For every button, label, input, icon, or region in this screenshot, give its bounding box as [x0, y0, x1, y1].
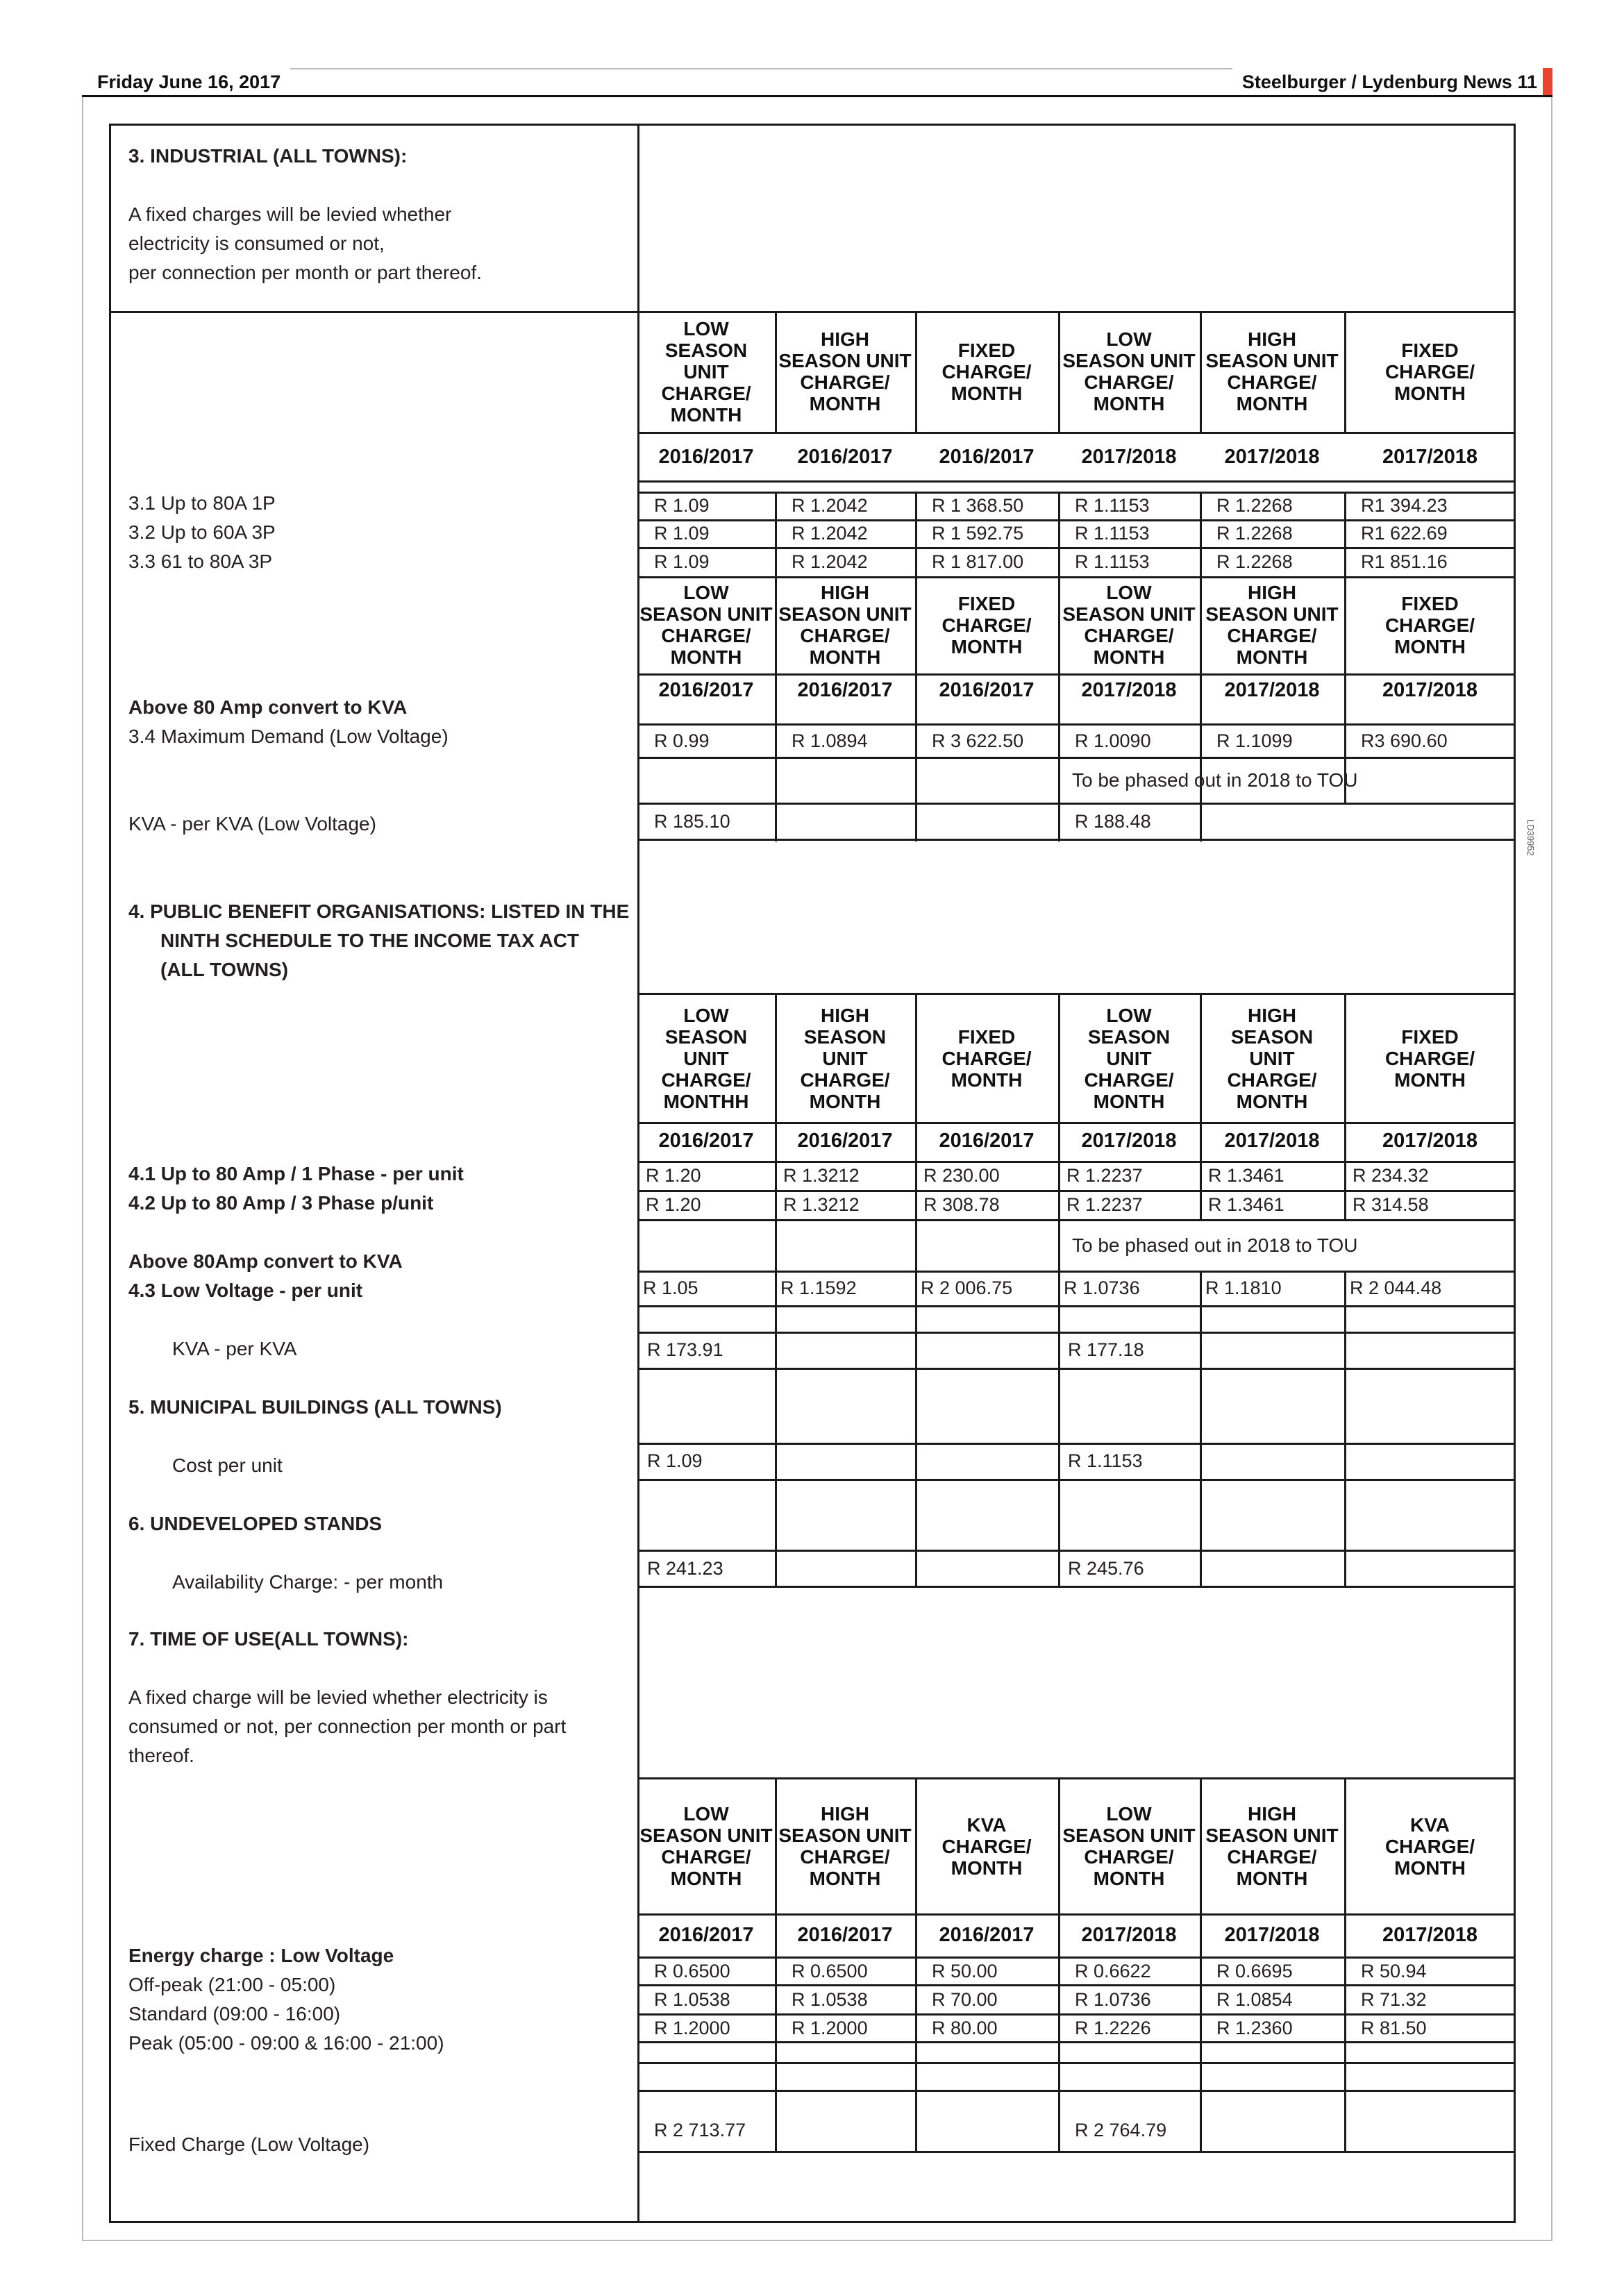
section7-item-label: Peak (05:00 - 09:00 & 16:00 - 21:00) [128, 2032, 444, 2054]
rate-value: R 1.1153 [1075, 551, 1150, 572]
section3-desc-line: A fixed charges will be levied whether [128, 203, 452, 225]
grid-line [637, 2151, 1516, 2153]
column-line [915, 492, 917, 578]
column-header: FIXED CHARGE/ MONTH [941, 339, 1032, 404]
year-header: 2017/2018 [1081, 1129, 1177, 1152]
column-header: FIXED CHARGE/ MONTH [1384, 1025, 1475, 1091]
column-line [1344, 2041, 1346, 2152]
pbo-rate-value: R 1.20 [646, 1165, 701, 1186]
rate-value: R1 394.23 [1361, 495, 1448, 516]
column-line [1058, 1479, 1060, 1587]
column-line [1344, 1271, 1346, 1375]
pbo-rate-value: R 1.3212 [783, 1194, 860, 1215]
tou-rate-value: R 0.6622 [1075, 1961, 1151, 1981]
pbo-rate-value: R 1.3461 [1208, 1165, 1284, 1186]
column-header: HIGH SEASON UNIT CHARGE/ MONTH [1227, 1004, 1317, 1112]
kva-value: R 177.18 [1068, 1339, 1144, 1360]
rate-value: R 1.09 [654, 495, 710, 516]
year-header: 2016/2017 [797, 1129, 893, 1152]
rate-value: R1 622.69 [1361, 523, 1448, 544]
grid-line [1058, 1219, 1060, 1272]
rate-value: R 1.1153 [1075, 523, 1150, 544]
section6-label: Availability Charge: - per month [172, 1571, 444, 1593]
column-line [775, 723, 777, 804]
column-header: HIGH SEASON UNIT CHARGE/ MONTH [1205, 582, 1339, 668]
year-header: 2017/2018 [1081, 678, 1177, 701]
tou-rate-value: R 70.00 [932, 1989, 998, 2010]
grid-line [775, 1219, 777, 1272]
tou-rate-value: R 1.0538 [792, 1989, 868, 2010]
column-line [1200, 1271, 1202, 1375]
year-header: 2017/2018 [1224, 1129, 1320, 1152]
year-header: 2017/2018 [1382, 678, 1478, 701]
section4-kva-title: Above 80Amp convert to KVA [128, 1250, 403, 1272]
tou-rate-value: R 0.6695 [1216, 1961, 1293, 1981]
low-voltage-value: R 1.05 [643, 1277, 698, 1298]
low-voltage-value: R 2 044.48 [1350, 1277, 1442, 1298]
section7-item-label: Off-peak (21:00 - 05:00) [128, 1974, 336, 1995]
section5-title: 5. MUNICIPAL BUILDINGS (ALL TOWNS) [128, 1396, 502, 1418]
column-line [1200, 492, 1202, 578]
year-header: 2016/2017 [658, 678, 754, 701]
year-header: 2017/2018 [1382, 1129, 1478, 1152]
column-line [1058, 1271, 1060, 1375]
column-line [1200, 2041, 1202, 2152]
column-header: HIGH SEASON UNIT CHARGE/ MONTH [778, 582, 912, 668]
column-header: FIXED CHARGE/ MONTH [941, 1025, 1032, 1091]
section3-item-label: 3.3 61 to 80A 3P [128, 551, 273, 572]
section7-title: 7. TIME OF USE(ALL TOWNS): [128, 1628, 409, 1650]
column-line [1058, 2041, 1060, 2152]
column-line [915, 1368, 917, 1482]
rate-value: R 1 368.50 [932, 495, 1024, 516]
grid-line [637, 480, 1516, 483]
grid-line [1058, 803, 1060, 841]
column-line [775, 1368, 777, 1482]
year-header: 2016/2017 [797, 1923, 893, 1946]
column-line [775, 2041, 777, 2152]
column-header: LOW SEASON UNIT CHARGE/ MONTH [639, 582, 773, 668]
tou-rate-value: R 1.0736 [1075, 1989, 1151, 2010]
grid-line [637, 2090, 1516, 2092]
section7-desc-line: A fixed charge will be levied whether electricity is [128, 1686, 548, 1708]
tou-rate-value: R 81.50 [1361, 2018, 1427, 2038]
section3-divider [109, 311, 1516, 313]
year-header: 2016/2017 [939, 1129, 1035, 1152]
section4-title-line: NINTH SCHEDULE TO THE INCOME TAX ACT [160, 930, 580, 951]
max-demand-value: R 3 622.50 [932, 730, 1024, 751]
grid-line [1200, 803, 1202, 841]
section7-desc-line: thereof. [128, 1745, 194, 1766]
header-date: Friday June 16, 2017 [82, 68, 290, 96]
section3-desc-line: per connection per month or part thereof. [128, 262, 482, 283]
rate-value: R 1.2268 [1216, 551, 1293, 572]
year-header: 2016/2017 [658, 1923, 754, 1946]
pbo-rate-value: R 234.32 [1353, 1165, 1429, 1186]
rate-value: R 1 817.00 [932, 551, 1024, 572]
pbo-rate-value: R 1.3212 [783, 1165, 860, 1186]
grid-line [637, 2062, 1516, 2064]
section5-label: Cost per unit [172, 1455, 283, 1476]
column-line [915, 1479, 917, 1587]
tou-rate-value: R 0.6500 [792, 1961, 868, 1981]
tou-rate-value: R 1.2360 [1216, 2018, 1293, 2038]
kva-value: R 173.91 [647, 1339, 723, 1360]
grid-line [637, 1586, 1516, 1588]
grid-line [637, 1479, 1516, 1481]
grid-line [637, 993, 1516, 995]
max-demand-value: R 1.0090 [1075, 730, 1151, 751]
rate-value: R 1.2268 [1216, 523, 1293, 544]
grid-line [915, 803, 917, 841]
column-line [775, 1479, 777, 1587]
column-line [1344, 1479, 1346, 1587]
section4-item-label: 4.1 Up to 80 Amp / 1 Phase - per unit [128, 1163, 464, 1184]
section4-title-line: (ALL TOWNS) [160, 959, 289, 980]
phase-out-note: To be phased out in 2018 to TOU [1072, 1234, 1358, 1256]
low-voltage-value: R 2 006.75 [921, 1277, 1013, 1298]
side-code: LD39952 [1525, 819, 1536, 856]
tou-rate-value: R 1.2226 [1075, 2018, 1151, 2038]
pbo-rate-value: R 1.3461 [1208, 1194, 1284, 1215]
section3-item-label: 3.1 Up to 80A 1P [128, 492, 276, 514]
column-line [775, 492, 777, 578]
column-header: LOW SEASON UNIT CHARGE/ MONTHH [661, 1004, 751, 1112]
column-header: LOW SEASON UNIT CHARGE/ MONTH [639, 1803, 773, 1889]
column-header: LOW SEASON UNIT CHARGE/ MONTH [1062, 1803, 1196, 1889]
column-header: LOW SEASON UNIT CHARGE/ MONTH [1062, 582, 1196, 668]
grid-line [915, 1219, 917, 1272]
section3-kva-label: KVA - per KVA (Low Voltage) [128, 813, 376, 835]
year-header: 2016/2017 [939, 1923, 1035, 1946]
year-header: 2017/2018 [1081, 1923, 1177, 1946]
section3-item-label: 3.2 Up to 60A 3P [128, 521, 276, 543]
year-header: 2017/2018 [1382, 445, 1478, 468]
section7-desc-line: consumed or not, per connection per month or part [128, 1716, 567, 1737]
rate-value: R 1.09 [654, 523, 710, 544]
section4-lv-label: 4.3 Low Voltage - per unit [128, 1280, 363, 1301]
low-voltage-value: R 1.0736 [1064, 1277, 1140, 1298]
rate-value: R 1.09 [654, 551, 710, 572]
grid-line [637, 839, 1516, 841]
column-line [1058, 492, 1060, 578]
rate-value: R1 851.16 [1361, 551, 1448, 572]
grid-line [637, 1368, 1516, 1370]
column-header: HIGH SEASON UNIT CHARGE/ MONTH [778, 328, 912, 414]
column-line [1200, 1479, 1202, 1587]
grid-line [637, 1777, 1516, 1779]
max-demand-value: R3 690.60 [1361, 730, 1448, 751]
column-header: HIGH SEASON UNIT CHARGE/ MONTH [1205, 1803, 1339, 1889]
rate-value: R 1 592.75 [932, 523, 1024, 544]
column-header: LOW SEASON UNIT CHARGE/ MONTH [661, 317, 751, 426]
column-line [915, 723, 917, 804]
year-header: 2017/2018 [1382, 1923, 1478, 1946]
grid-line [637, 432, 1516, 434]
column-header: HIGH SEASON UNIT CHARGE/ MONTH [778, 1803, 912, 1889]
availability-charge-value: R 241.23 [647, 1558, 723, 1579]
section4-item-label: 4.2 Up to 80 Amp / 3 Phase p/unit [128, 1192, 434, 1214]
year-header: 2016/2017 [658, 1129, 754, 1152]
column-line [915, 2041, 917, 2152]
pbo-rate-value: R 230.00 [923, 1165, 1000, 1186]
column-line [1200, 1368, 1202, 1482]
section7-item-label: Standard (09:00 - 16:00) [128, 2003, 341, 2025]
column-header: FIXED CHARGE/ MONTH [1384, 592, 1475, 657]
availability-charge-value: R 245.76 [1068, 1558, 1144, 1579]
year-header: 2017/2018 [1081, 445, 1177, 468]
tou-rate-value: R 80.00 [932, 2018, 998, 2038]
kva-value: R 185.10 [654, 811, 730, 832]
section3-md-label: 3.4 Maximum Demand (Low Voltage) [128, 726, 449, 747]
column-line [1344, 1368, 1346, 1482]
rate-value: R 1.2042 [792, 551, 868, 572]
year-header: 2016/2017 [939, 445, 1035, 468]
year-header: 2016/2017 [939, 678, 1035, 701]
section3-title: 3. INDUSTRIAL (ALL TOWNS): [128, 145, 408, 167]
header-rule [82, 95, 1552, 97]
section3-desc-line: electricity is consumed or not, [128, 233, 385, 254]
grid-line [775, 803, 777, 841]
municipal-cost-value: R 1.1153 [1068, 1450, 1143, 1471]
tou-rate-value: R 1.0538 [654, 1989, 730, 2010]
column-line [1058, 723, 1060, 804]
header-accent-right [1543, 68, 1552, 96]
municipal-cost-value: R 1.09 [647, 1450, 703, 1471]
rate-value: R 1.2268 [1216, 495, 1293, 516]
section4-title: 4. PUBLIC BENEFIT ORGANISATIONS: LISTED IN THE [128, 900, 630, 922]
tou-rate-value: R 0.6500 [654, 1961, 730, 1981]
section7-energy-title: Energy charge : Low Voltage [128, 1945, 394, 1966]
grid-line [637, 2041, 1516, 2043]
section7-fixed-label: Fixed Charge (Low Voltage) [128, 2134, 370, 2155]
column-header: LOW SEASON UNIT CHARGE/ MONTH [1062, 328, 1196, 414]
column-header: HIGH SEASON UNIT CHARGE/ MONTH [800, 1004, 890, 1112]
pbo-rate-value: R 1.2237 [1066, 1194, 1143, 1215]
max-demand-value: R 1.1099 [1216, 730, 1293, 751]
year-header: 2017/2018 [1224, 445, 1320, 468]
tou-rate-value: R 1.2000 [792, 2018, 868, 2038]
column-header: KVA CHARGE/ MONTH [941, 1813, 1032, 1879]
tou-rate-value: R 50.94 [1361, 1961, 1427, 1981]
phase-out-note: To be phased out in 2018 to TOU [1072, 769, 1358, 791]
section3-kva-title: Above 80 Amp convert to KVA [128, 696, 408, 718]
low-voltage-value: R 1.1810 [1205, 1277, 1282, 1298]
header-publication: Steelburger / Lydenburg News 11 [1232, 68, 1552, 96]
max-demand-value: R 0.99 [654, 730, 710, 751]
kva-value: R 188.48 [1075, 811, 1151, 832]
column-header: FIXED CHARGE/ MONTH [1384, 339, 1475, 404]
max-demand-value: R 1.0894 [792, 730, 868, 751]
tou-rate-value: R 50.00 [932, 1961, 998, 1981]
pbo-rate-value: R 1.20 [646, 1194, 701, 1215]
tou-fixed-charge-value: R 2 764.79 [1075, 2120, 1167, 2140]
rate-value: R 1.2042 [792, 523, 868, 544]
section4-kva-label: KVA - per KVA [172, 1338, 297, 1359]
column-line [775, 1271, 777, 1375]
pbo-rate-value: R 314.58 [1353, 1194, 1429, 1215]
grid-line [637, 1305, 1516, 1307]
rate-value: R 1.1153 [1075, 495, 1150, 516]
rate-value: R 1.2042 [792, 495, 868, 516]
year-header: 2016/2017 [658, 445, 754, 468]
column-header: HIGH SEASON UNIT CHARGE/ MONTH [1205, 328, 1339, 414]
year-header: 2017/2018 [1224, 1923, 1320, 1946]
tou-rate-value: R 1.0854 [1216, 1989, 1293, 2010]
column-header: LOW SEASON UNIT CHARGE/ MONTH [1084, 1004, 1174, 1112]
column-line [1344, 492, 1346, 578]
column-header: FIXED CHARGE/ MONTH [941, 592, 1032, 657]
year-header: 2016/2017 [797, 445, 893, 468]
year-header: 2017/2018 [1224, 678, 1320, 701]
column-line [915, 1271, 917, 1375]
tou-rate-value: R 71.32 [1361, 1989, 1427, 2010]
pbo-rate-value: R 308.78 [923, 1194, 1000, 1215]
tou-rate-value: R 1.2000 [654, 2018, 730, 2038]
column-header: KVA CHARGE/ MONTH [1384, 1813, 1475, 1879]
low-voltage-value: R 1.1592 [780, 1277, 857, 1298]
column-line [1058, 1368, 1060, 1482]
section6-title: 6. UNDEVELOPED STANDS [128, 1513, 383, 1534]
pbo-rate-value: R 1.2237 [1066, 1165, 1143, 1186]
year-header: 2016/2017 [797, 678, 893, 701]
tou-fixed-charge-value: R 2 713.77 [654, 2120, 746, 2140]
